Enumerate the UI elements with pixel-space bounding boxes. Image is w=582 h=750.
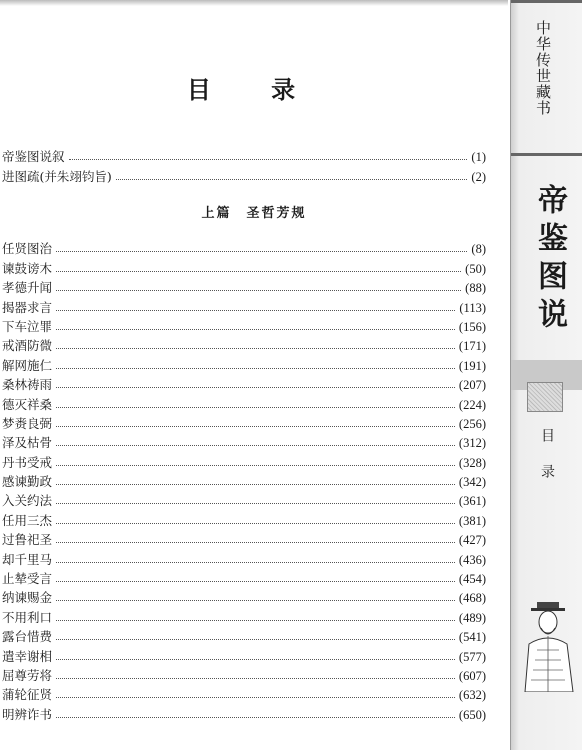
- sidebar-divider: [511, 153, 582, 156]
- dot-leader: [56, 251, 467, 252]
- dot-leader: [116, 179, 468, 180]
- toc-entry-page: (1): [471, 150, 486, 165]
- toc-entry-title: 进图疏(并朱翊钧旨): [2, 168, 112, 184]
- toc-entry-page: (171): [458, 339, 486, 354]
- toc-entry-title: 过鲁祀圣: [2, 532, 53, 548]
- toc-entry-title: 感谏勤政: [2, 474, 53, 490]
- toc-entry-title: 遣幸谢相: [2, 648, 53, 664]
- toc-row: [2, 238, 486, 257]
- toc-entry-title: 蒲轮征贤: [2, 687, 53, 703]
- preface-list: [2, 146, 486, 185]
- toc-entry-title: 谏鼓谤木: [2, 260, 53, 276]
- toc-entry-title: 却千里马: [2, 551, 53, 567]
- dot-leader: [56, 310, 455, 311]
- toc-entry-page: (468): [458, 591, 486, 606]
- toc-row: [2, 146, 486, 165]
- dot-leader: [56, 659, 455, 660]
- dot-leader: [56, 620, 455, 621]
- toc-entry-title: 下车泣罪: [2, 318, 53, 334]
- toc-entry-title: 梦赉良弼: [2, 415, 53, 431]
- dot-leader: [56, 426, 455, 427]
- toc-entry-title: 任用三杰: [2, 512, 53, 528]
- dot-leader: [56, 503, 455, 504]
- toc-row: [2, 335, 486, 354]
- dot-leader: [56, 639, 455, 640]
- toc-entry-page: (427): [458, 533, 486, 548]
- toc-entry-page: (454): [458, 572, 486, 587]
- toc-entry-page: (113): [459, 300, 486, 315]
- dot-leader: [56, 465, 455, 466]
- toc-row: [2, 529, 486, 548]
- toc-row: [2, 548, 486, 567]
- toc-entry-title: 孝德升闻: [2, 280, 53, 296]
- toc-entry-title: 纳谏赐金: [2, 590, 53, 606]
- toc-row: [2, 587, 486, 606]
- section-heading: 上篇 圣哲芳规: [201, 206, 307, 221]
- toc-entry-page: (489): [458, 610, 486, 625]
- toc-entry-page: (2): [471, 169, 486, 184]
- toc-row: [2, 296, 486, 315]
- series-title: 中华传世藏书: [534, 20, 552, 116]
- toc-entry-page: (436): [458, 552, 486, 567]
- toc-entry-page: (156): [458, 319, 486, 334]
- dot-leader: [56, 348, 455, 349]
- toc-entry-page: (607): [458, 668, 486, 683]
- dot-leader: [56, 290, 461, 291]
- dot-leader: [56, 717, 455, 718]
- toc-entry-page: (342): [458, 475, 486, 490]
- book-title: 帝鉴图说: [532, 184, 567, 336]
- toc-entry-page: (381): [458, 513, 486, 528]
- toc-row: [2, 432, 486, 451]
- toc-entry-page: (632): [458, 688, 486, 703]
- toc-entry-page: (361): [458, 494, 486, 509]
- toc-row: [2, 490, 486, 509]
- toc-row: [2, 606, 486, 625]
- section-label: 目录: [539, 428, 555, 500]
- page-title: 目 录: [186, 75, 322, 104]
- toc-entry-page: (50): [465, 261, 486, 276]
- dot-leader: [56, 697, 455, 698]
- toc-row: [2, 665, 486, 684]
- toc-entry-page: (224): [458, 397, 486, 412]
- toc-entry-title: 止辇受言: [2, 571, 53, 587]
- toc-row: [2, 471, 486, 490]
- toc-row: [2, 568, 486, 587]
- toc-row: [2, 257, 486, 276]
- toc-entry-title: 帝鉴图说叙: [2, 149, 65, 165]
- toc-entry-title: 德灭祥桑: [2, 396, 53, 412]
- dot-leader: [56, 581, 455, 582]
- toc-entry-page: (541): [458, 630, 486, 645]
- emperor-figure-icon: [517, 600, 579, 692]
- toc-row: [2, 393, 486, 412]
- top-rule: [0, 0, 508, 6]
- toc-row: [2, 645, 486, 664]
- toc-entry-page: (256): [458, 416, 486, 431]
- toc-row: [2, 451, 486, 470]
- dot-leader: [56, 600, 455, 601]
- toc-row: [2, 626, 486, 645]
- toc-entry-page: (650): [458, 707, 486, 722]
- toc-entry-page: (328): [458, 455, 486, 470]
- toc-entry-page: (8): [471, 242, 486, 257]
- toc-row: [2, 165, 486, 184]
- dot-leader: [56, 484, 455, 485]
- seal-icon: [527, 382, 563, 412]
- dot-leader: [56, 329, 455, 330]
- dot-leader: [69, 159, 468, 160]
- toc-entry-title: 不用利口: [2, 609, 53, 625]
- toc-entry-title: 露台惜费: [2, 629, 53, 645]
- dot-leader: [56, 445, 455, 446]
- toc-entry-title: 丹书受戒: [2, 454, 53, 470]
- toc-entry-title: 揭器求言: [2, 299, 53, 315]
- dot-leader: [56, 271, 461, 272]
- toc-row: [2, 684, 486, 703]
- toc-entry-title: 戒酒防微: [2, 338, 53, 354]
- dot-leader: [56, 678, 455, 679]
- toc-entry-title: 屈尊劳将: [2, 667, 53, 683]
- dot-leader: [56, 407, 455, 408]
- toc-entry-title: 解网施仁: [2, 357, 53, 373]
- toc-row: [2, 703, 486, 722]
- toc-row: [2, 277, 486, 296]
- dot-leader: [56, 387, 455, 388]
- dot-leader: [56, 523, 455, 524]
- toc-entry-page: (577): [458, 649, 486, 664]
- toc-entry-title: 入关约法: [2, 493, 53, 509]
- toc-entry-title: 任贤图治: [2, 241, 53, 257]
- sidebar: [510, 0, 582, 750]
- toc-entry-title: 桑林祷雨: [2, 377, 53, 393]
- toc-row: [2, 509, 486, 528]
- toc-entry-page: (191): [458, 358, 486, 373]
- toc-row: [2, 354, 486, 373]
- dot-leader: [56, 562, 455, 563]
- dot-leader: [56, 368, 455, 369]
- toc-entry-title: 泽及枯骨: [2, 435, 53, 451]
- toc-entry-page: (207): [458, 378, 486, 393]
- dot-leader: [56, 542, 455, 543]
- toc-entry-page: (312): [458, 436, 486, 451]
- toc-row: [2, 316, 486, 335]
- sidebar-top-rule: [511, 0, 582, 3]
- toc-row: [2, 374, 486, 393]
- toc-entry-title: 明辨诈书: [2, 706, 53, 722]
- toc-entry-page: (88): [465, 281, 486, 296]
- toc-list: [2, 238, 486, 723]
- toc-row: [2, 413, 486, 432]
